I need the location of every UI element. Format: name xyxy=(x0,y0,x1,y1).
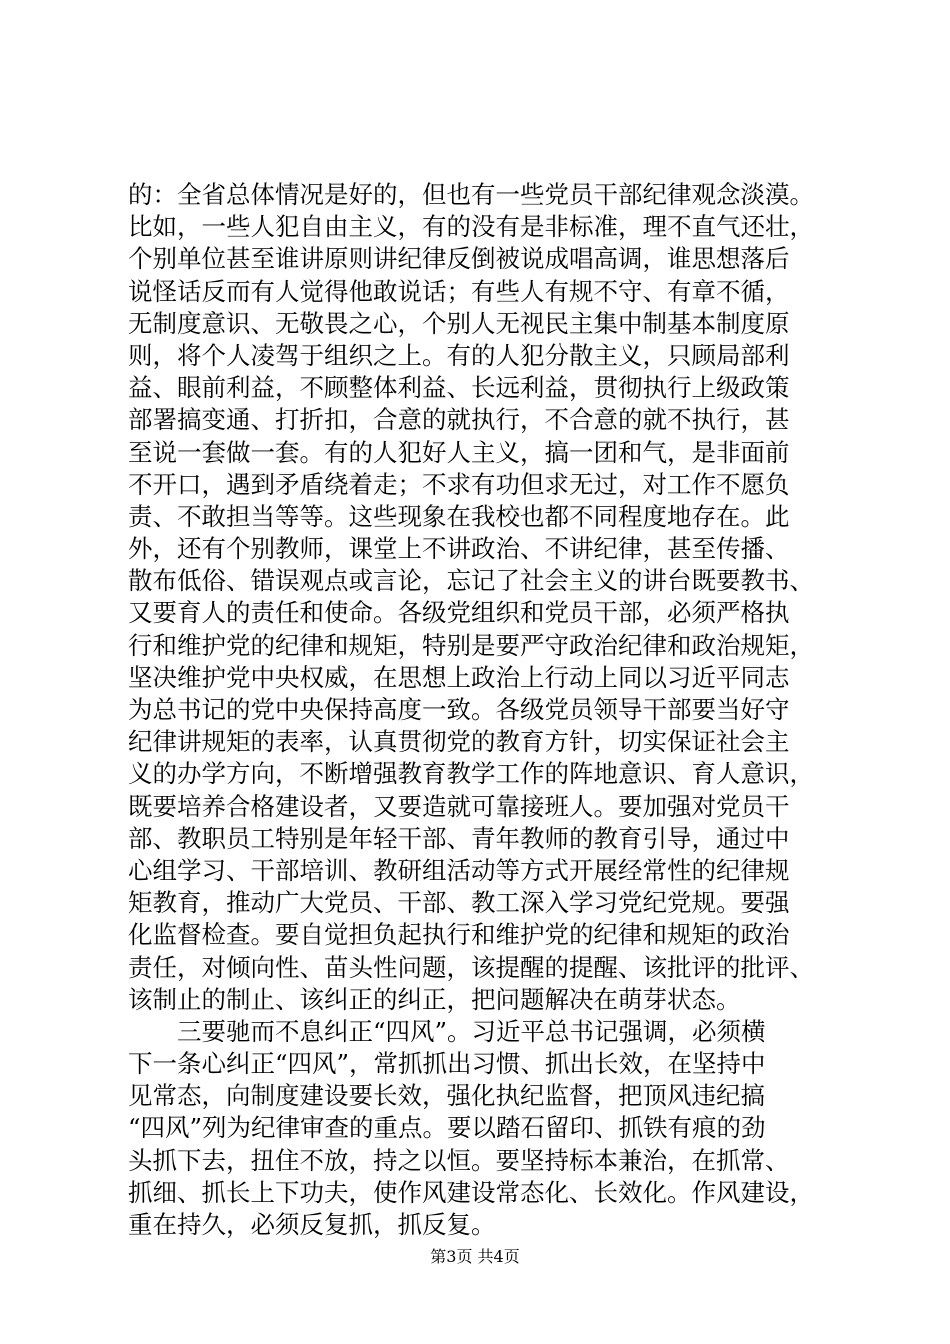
text-line: 益、眼前利益，不顾整体利益、长远利益，贯彻执行上级政策 xyxy=(128,373,790,403)
page-footer xyxy=(0,1246,950,1268)
text-line: 心组学习、干部培训、教研组活动等方式开展经常性的纪律规 xyxy=(128,855,790,885)
text-line: 又要育人的责任和使命。各级党组织和党员干部，必须严格执 xyxy=(128,598,790,628)
text-line: 义的办学方向，不断增强教育教学工作的阵地意识、育人意识， xyxy=(128,759,814,789)
text-line: 责任，对倾向性、苗头性问题，该提醒的提醒、该批评的批评、 xyxy=(128,952,814,982)
text-line: 外，还有个别教师，课堂上不讲政治、不讲纪律，甚至传播、 xyxy=(128,534,790,564)
text-line: 则，将个人凌驾于组织之上。有的人犯分散主义，只顾局部利 xyxy=(128,340,790,370)
text-line: 部署搞变通、打折扣，合意的就执行，不合意的就不执行，甚 xyxy=(128,405,790,435)
text-line: 抓细、抓长上下功夫，使作风建设常态化、长效化。作风建设， xyxy=(128,1177,814,1207)
text-line: 至说一套做一套。有的人犯好人主义，搞一团和气，是非面前 xyxy=(128,437,790,467)
text-line: “四风”列为纪律审查的重点。要以踏石留印、抓铁有痕的劲 xyxy=(128,1113,766,1143)
page-number: 第3页 共4页 xyxy=(430,1247,520,1266)
body-text xyxy=(128,179,828,1241)
text-line: 坚决维护党中央权威，在思想上政治上行动上同以习近平同志 xyxy=(128,662,790,692)
text-line: 比如，一些人犯自由主义，有的没有是非标准，理不直气还壮， xyxy=(128,212,814,242)
text-line: 说怪话反而有人觉得他敢说话；有些人有规不守、有章不循， xyxy=(128,276,790,306)
text-line: 为总书记的党中央保持高度一致。各级党员领导干部要当好守 xyxy=(128,695,790,724)
text-line: 头抓下去，扭住不放，持之以恒。要坚持标本兼治，在抓常、 xyxy=(128,1145,790,1175)
text-line: 部、教职员工特别是年轻干部、青年教师的教育引导，通过中 xyxy=(128,823,790,853)
text-line: 责、不敢担当等等。这些现象在我校也都不同程度地存在。此 xyxy=(128,501,790,531)
text-line: 重在持久，必须反复抓，抓反复。 xyxy=(128,1210,496,1239)
text-line: 个别单位甚至谁讲原则讲纪律反倒被说成唱高调，谁思想落后 xyxy=(128,244,790,274)
text-line: 行和维护党的纪律和规矩，特别是要严守政治纪律和政治规矩， xyxy=(128,630,814,660)
text-line: 见常态，向制度建设要长效，强化执纪监督，把顶风违纪搞 xyxy=(128,1081,765,1111)
text-line: 的：全省总体情况是好的，但也有一些党员干部纪律观念淡漠。 xyxy=(128,180,814,209)
text-line: 三要驰而不息纠正“四风”。习近平总书记强调，必须横 xyxy=(128,1016,766,1046)
text-line: 散布低俗、错误观点或言论，忘记了社会主义的讲台既要教书、 xyxy=(128,566,814,596)
text-line: 既要培养合格建设者，又要造就可靠接班人。要加强对党员干 xyxy=(128,791,790,821)
text-line: 矩教育，推动广大党员、干部、教工深入学习党纪党规。要强 xyxy=(128,888,790,918)
text-line: 纪律讲规矩的表率，认真贯彻党的教育方针，切实保证社会主 xyxy=(128,727,790,757)
text-line: 下一条心纠正“四风”，常抓抓出习惯、抓出长效，在坚持中 xyxy=(128,1049,766,1079)
text-line: 化监督检查。要自觉担负起执行和维护党的纪律和规矩的政治 xyxy=(128,920,790,950)
text-line: 无制度意识、无敬畏之心，个别人无视民主集中制基本制度原 xyxy=(128,308,790,338)
text-line: 不开口，遇到矛盾绕着走；不求有功但求无过，对工作不愿负 xyxy=(128,469,790,499)
text-line: 该制止的制止、该纠正的纠正，把问题解决在萌芽状态。 xyxy=(128,984,741,1014)
